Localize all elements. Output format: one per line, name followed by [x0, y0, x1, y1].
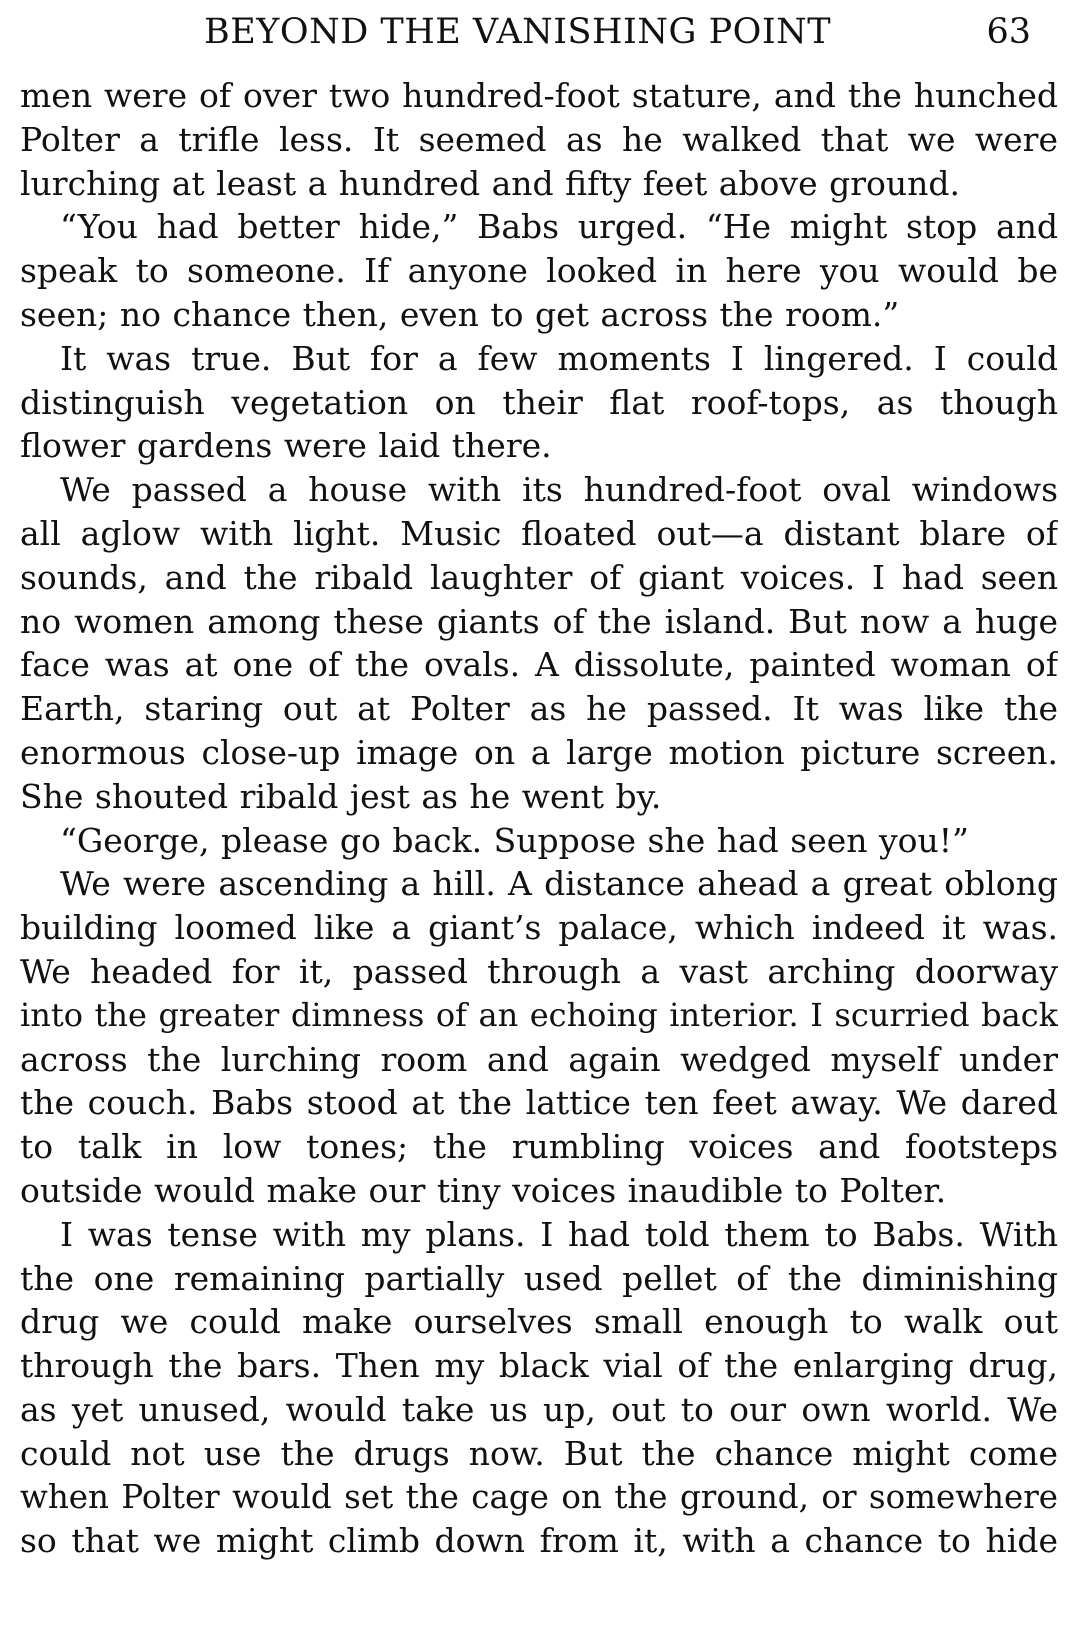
text-line: flower gardens were laid there.: [20, 426, 552, 466]
text-line: seen; no chance then, even to get across the room.”: [20, 294, 900, 334]
text-line: all aglow with light. Music floated out—a distant blare of: [20, 513, 1058, 553]
text-line: outside would make our tiny voices inaudible to Polter.: [20, 1170, 947, 1210]
text-line: face was at one of the ovals. A dissolute, painted woman of: [20, 645, 1058, 685]
text-line: lurching at least a hundred and fifty feet above ground.: [20, 163, 960, 203]
running-head: [0, 12, 1083, 62]
text-line: drug we could make ourselves small enough to walk out: [20, 1302, 1058, 1342]
body-text: [20, 74, 1058, 1563]
text-line: to talk in low tones; the rumbling voices and footsteps: [20, 1127, 1058, 1167]
text-line: as yet unused, would take us up, out to our own world. We: [20, 1389, 1058, 1429]
page-number: 63: [986, 12, 1031, 52]
text-line: through the bars. Then my black vial of the enlarging drug,: [20, 1346, 1058, 1386]
text-line: the one remaining partially used pellet of the diminishing: [20, 1258, 1058, 1298]
text-line: Polter a trifle less. It seemed as he walked that we were: [20, 119, 1058, 159]
text-line: when Polter would set the cage on the ground, or somewhere: [20, 1477, 1058, 1516]
text-line: She shouted ribald jest as he went by.: [20, 776, 662, 816]
text-line: into the greater dimness of an echoing interior. I scurried back: [20, 995, 1058, 1034]
text-line: We were ascending a hill. A distance ahead a great oblong: [60, 864, 1058, 904]
text-line: “You had better hide,” Babs urged. “He might stop and: [60, 207, 1058, 247]
text-line: We headed for it, passed through a vast arching doorway: [20, 951, 1058, 991]
text-line: distinguish vegetation on their flat roof-tops, as though: [20, 382, 1058, 422]
text-line: could not use the drugs now. But the chance might come: [20, 1433, 1058, 1473]
text-line: enormous close-up image on a large motion picture screen.: [20, 732, 1058, 772]
text-line: building loomed like a giant’s palace, which indeed it was.: [20, 908, 1058, 948]
text-line: We passed a house with its hundred-foot oval windows: [60, 470, 1058, 510]
text-line: sounds, and the ribald laughter of giant voices. I had seen: [20, 557, 1058, 597]
text-line: “George, please go back. Suppose she had seen you!”: [60, 820, 969, 860]
text-line: across the lurching room and again wedged myself under: [20, 1039, 1058, 1079]
text-line: the couch. Babs stood at the lattice ten feet away. We dared: [20, 1083, 1058, 1123]
text-line: I was tense with my plans. I had told them to Babs. With: [60, 1214, 1058, 1254]
text-line: men were of over two hundred-foot stature, and the hunched: [20, 76, 1058, 115]
text-line: Earth, staring out at Polter as he passed. It was like the: [20, 689, 1058, 729]
text-line: It was true. But for a few moments I lingered. I could: [60, 338, 1058, 378]
running-title: BEYOND THE VANISHING POINT: [204, 12, 832, 52]
text-line: no women among these giants of the island. But now a huge: [20, 601, 1058, 641]
text-line: speak to someone. If anyone looked in here you would be: [20, 251, 1058, 291]
text-line: so that we might climb down from it, with a chance to hide: [20, 1521, 1058, 1561]
